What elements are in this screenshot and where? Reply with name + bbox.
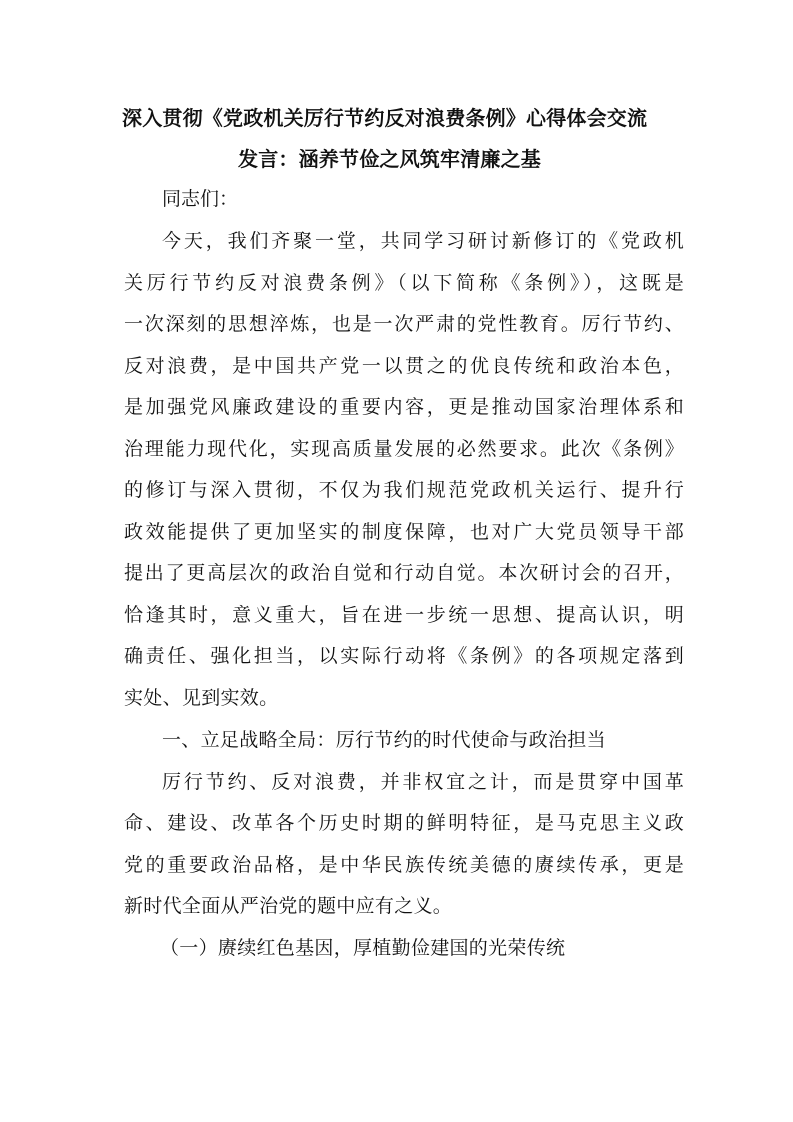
- text-line: 一次深刻的思想淬炼，也是一次严肃的党性教育。厉行节约、: [124, 313, 684, 335]
- text-line: 反对浪费，是中国共产党一以贯之的优良传统和政治本色，: [124, 355, 684, 377]
- text-line: 的修订与深入贯彻，不仅为我们规范党政机关运行、提升行: [124, 479, 684, 501]
- text-line: 提出了更高层次的政治自觉和行动自觉。本次研讨会的召开，: [124, 562, 684, 584]
- text-line: 今天，我们齐聚一堂，共同学习研讨新修订的《党政机: [162, 230, 684, 252]
- text-line: 是加强党风廉政建设的重要内容，更是推动国家治理体系和: [124, 396, 684, 418]
- text-line: 命、建设、改革各个历史时期的鲜明特征，是马克思主义政: [124, 812, 684, 834]
- text-line: 新时代全面从严治党的题中应有之义。: [124, 895, 453, 917]
- document-title-line-2: 发言：涵养节俭之风筑牢清廉之基: [238, 147, 541, 171]
- text-line: 确责任、强化担当，以实际行动将《条例》的各项规定落到: [124, 645, 684, 667]
- subsection-heading-1: （一）赓续红色基因，厚植勤俭建国的光荣传统: [160, 937, 566, 959]
- section-heading-1: 一、立足战略全局：厉行节约的时代使命与政治担当: [162, 729, 606, 751]
- document-title-line-1: 深入贯彻《党政机关厉行节约反对浪费条例》心得体会交流: [122, 106, 648, 130]
- text-line: 治理能力现代化，实现高质量发展的必然要求。此次《条例》: [124, 438, 684, 460]
- text-line: 实处、见到实效。: [124, 687, 279, 709]
- text-line: 恰逢其时，意义重大，旨在进一步统一思想、提高认识，明: [124, 604, 684, 626]
- text-line: 厉行节约、反对浪费，并非权宜之计，而是贯穿中国革: [162, 771, 684, 793]
- text-line: 关厉行节约反对浪费条例》（以下简称《条例》），这既是: [124, 272, 684, 294]
- text-line: 党的重要政治品格，是中华民族传统美德的赓续传承，更是: [124, 854, 684, 876]
- salutation: 同志们：: [162, 188, 239, 210]
- text-line: 政效能提供了更加坚实的制度保障，也对广大党员领导干部: [124, 521, 684, 543]
